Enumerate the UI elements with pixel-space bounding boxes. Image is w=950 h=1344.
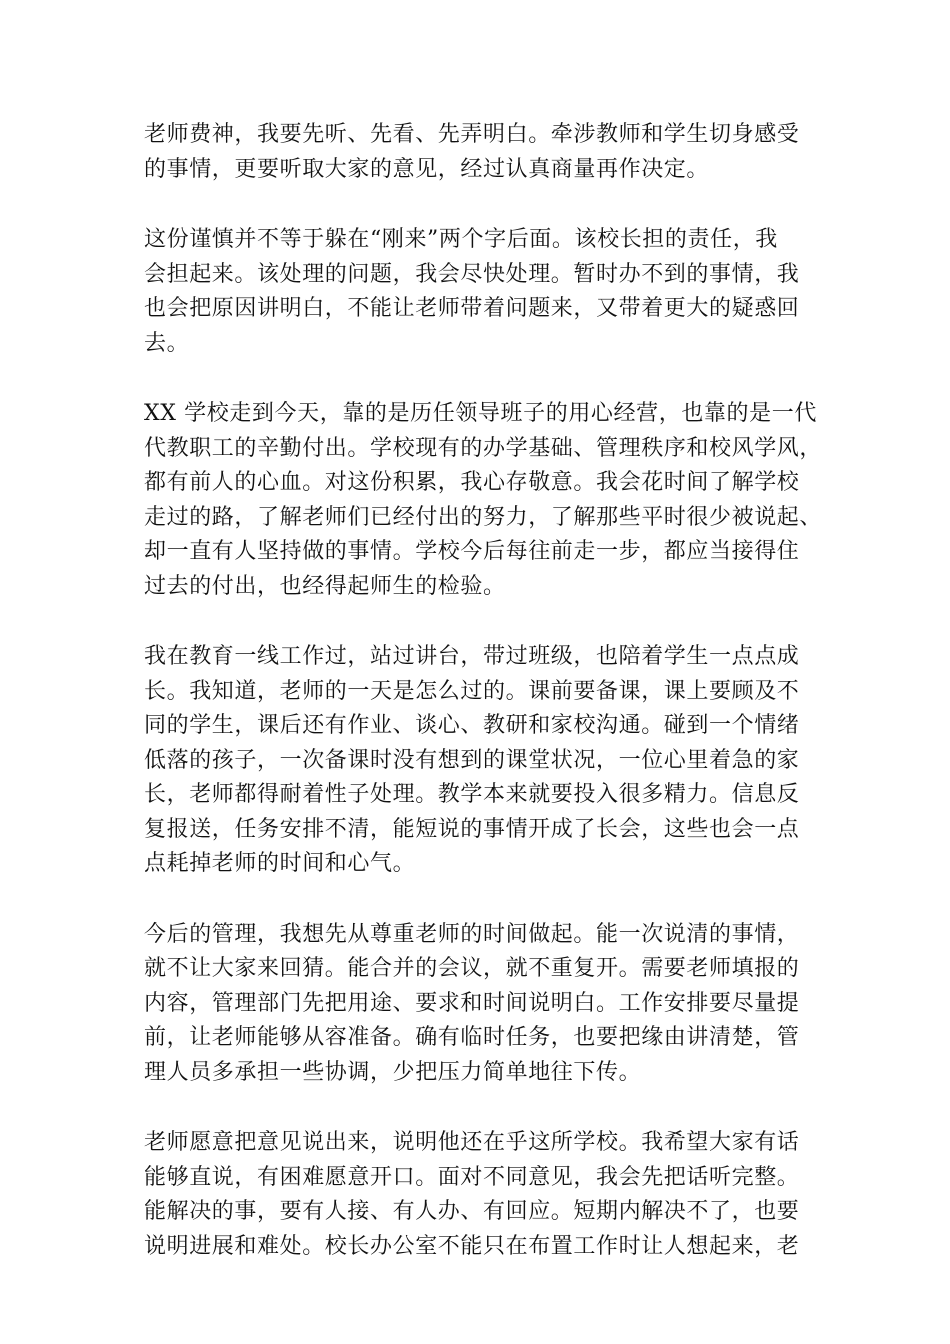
paragraph-2 <box>144 223 808 361</box>
text-line: 去。 <box>144 330 190 356</box>
paragraph-3 <box>144 397 823 604</box>
text-line: 就不让大家来回猜。能合并的会议，就不重复开。需要老师填报的 <box>144 956 800 981</box>
text-line: 老师愿意把意见说出来，说明他还在乎这所学校。我希望大家有话 <box>144 1130 800 1155</box>
text-line: 这份谨慎并不等于躲在“刚来”两个字后面。该校长担的责任，我 <box>144 227 778 252</box>
document-body <box>144 118 823 1300</box>
text-line: 复报送，任务安排不清，能短说的事情开成了长会，这些也会一点 <box>144 816 800 842</box>
paragraph-4 <box>144 640 808 882</box>
text-line: 今后的管理，我想先从尊重老师的时间做起。能一次说清的事情， <box>144 921 800 947</box>
text-line: 却一直有人坚持做的事情。学校今后每往前走一步，都应当接得住 <box>144 539 800 564</box>
text-line: 长，老师都得耐着性子处理。教学本来就要投入很多精力。信息反 <box>144 782 800 807</box>
text-line: 过去的付出，也经得起师生的检验。 <box>144 573 506 599</box>
text-line: 同的学生，课后还有作业、谈心、教研和家校沟通。碰到一个情绪 <box>144 713 800 738</box>
text-line: 前，让老师能够从容准备。确有临时任务，也要把缘由讲清楚，管 <box>144 1025 800 1050</box>
paragraph-1 <box>144 118 808 187</box>
paragraph-6 <box>144 1126 808 1264</box>
text-line: 代教职工的辛勤付出。学校现有的办学基础、管理秩序和校风学风， <box>144 435 823 461</box>
text-line: 走过的路，了解老师们已经付出的努力，了解那些平时很少被说起、 <box>144 504 823 530</box>
text-line: 会担起来。该处理的问题，我会尽快处理。暂时办不到的事情，我 <box>144 261 800 287</box>
text-line: 都有前人的心血。对这份积累，我心存敬意。我会花时间了解学校 <box>144 470 800 495</box>
text-line: 的事情，更要听取大家的意见，经过认真商量再作决定。 <box>144 156 710 182</box>
text-line: 也会把原因讲明白，不能让老师带着问题来，又带着更大的疑惑回 <box>144 296 800 321</box>
text-line: XX 学校走到今天，靠的是历任领导班子的用心经营，也靠的是一代 <box>144 401 817 426</box>
text-line: 内容，管理部门先把用途、要求和时间说明白。工作安排要尽量提 <box>144 990 800 1016</box>
text-line: 能够直说，有困难愿意开口。面对不同意见，我会先把话听完整。 <box>144 1164 800 1190</box>
text-line: 老师费神，我要先听、先看、先弄明白。牵涉教师和学生切身感受 <box>144 122 800 147</box>
text-line: 说明进展和难处。校长办公室不能只在布置工作时让人想起来，老 <box>144 1233 800 1259</box>
text-line: 低落的孩子，一次备课时没有想到的课堂状况，一位心里着急的家 <box>144 747 800 773</box>
paragraph-5 <box>144 918 808 1091</box>
text-line: 理人员多承担一些协调，少把压力简单地往下传。 <box>144 1059 642 1085</box>
text-line: 长。我知道，老师的一天是怎么过的。课前要备课，课上要顾及不 <box>144 678 800 704</box>
text-line: 能解决的事，要有人接、有人办、有回应。短期内解决不了，也要 <box>144 1199 800 1224</box>
text-line: 我在教育一线工作过，站过讲台，带过班级，也陪着学生一点点成 <box>144 644 800 669</box>
text-line: 点耗掉老师的时间和心气。 <box>144 851 416 876</box>
